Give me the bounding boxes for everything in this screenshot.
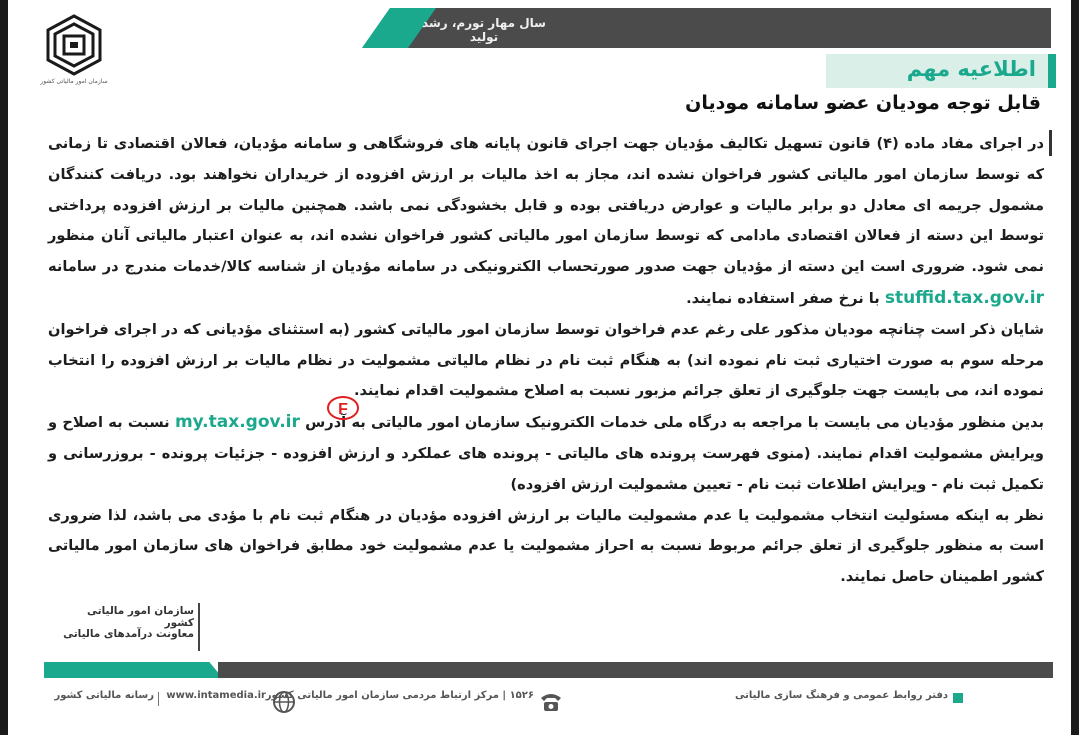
screen-frame-left [0,0,8,735]
screen-frame-right [1071,0,1079,735]
announcement-body [48,129,1044,593]
paragraph-4: نظر به اینکه مسئولیت انتخاب مشمولیت یا عدم مشمولیت مالیات بر ارزش افزوده مؤدیان در هنگام ثبت نام با مؤدی می باشد، لذا ضروری است به منظور جلوگیری از تعلق جرائم مربوط نسبت به احراز مشمولیت یا عدم مشمولیت خود مطابق فراخوان های سازمان امور مالیاتی کشور اطمینان حاصل نمایند. [48,506,1044,586]
tax-organization-logo [44,14,104,84]
footer-separator [158,692,159,706]
announcement-page [8,0,1071,735]
globe-icon [272,690,296,714]
footer-band-accent-slant [146,662,222,678]
footer-band [218,662,1053,678]
notice-label-bar [826,54,1056,88]
footer-call-center: ۱۵۲۶ | مرکز ارتباط مردمی سازمان امور مالیاتی کشور [265,690,534,701]
footer-band-accent [44,662,164,678]
signature-department: معاونت درآمدهای مالیاتی [63,628,194,640]
signature-divider [198,603,200,651]
footer-department: دفتر روابط عمومی و فرهنگ سازی مالیاتی [734,690,948,701]
footer-media: رسانه مالیاتی کشور [54,690,154,701]
signature-organization: سازمان امور مالیاتی کشور [87,605,194,629]
paragraph-marker [1049,130,1052,156]
footer-square-icon [953,693,963,703]
watermark-letter: F [338,401,348,418]
page-title: قابل توجه مودیان عضو سامانه مودیان [685,92,1041,114]
watermark-icon [326,391,360,425]
notice-label: اطلاعیه مهم [906,57,1036,81]
my-tax-link: my.tax.gov.ir [174,412,300,433]
year-slogan: سال مهار تورم، رشد تولید [422,16,546,44]
phone-icon [538,689,564,713]
paragraph-3: بدین منظور مؤدیان می بایست با مراجعه به درگاه ملی خدمات الکترونیک سازمان امور مالیاتی به آدرس my.tax.gov.ir نسبت به اصلاح و ویرایش مشمولیت اقدام نمایند. (منوی فهرست پرونده های مالیاتی - پرونده های عملکرد و ارزش افزوده - جزئیات پرونده - بروزرسانی و تکمیل ثبت نام - ویرایش اطلاعات ثبت نام - تعیین مشمولیت ارزش افزوده) [48,412,1045,493]
footer-website[interactable]: www.intamedia.ir [166,690,266,701]
stuffid-link: stuffid.tax.gov.ir [884,287,1044,308]
paragraph-1: در اجرای مفاد ماده (۴) قانون تسهیل تکالیف مؤدیان جهت اجرای قانون پایانه های فروشگاهی و سامانه مؤدیان، فعالان اقتصادی تا زمانی که توسط سازمان امور مالیاتی کشور فراخوان نشده اند، مجاز به اخذ مالیات بر ارزش افزوده از خریداران نخواهند بود. دریافت کنندگان مشمول جریمه ای معادل دو برابر مالیات و عوارض دریافتی بوده و قابل بخشودگی نمی باشد. همچنین مالیات بر ارزش افزوده پرداختی توسط این دسته از فعالان اقتصادی مادامی که توسط سازمان امور مالیاتی کشور فراخوان نشده اند، به عنوان اعتبار مالیاتی آنان منظور نمی شود. ضروری است این دسته از مؤدیان جهت صدور صورتحساب الکترونیکی در سامانه مؤدیان از شناسه کالا/خدمات مندرج در سامانه stuffid.tax.gov.ir با نرخ صفر استفاده نمایند. [48,135,1044,308]
logo-caption: سازمان امور مالیاتی کشور [40,78,108,85]
paragraph-2: شایان ذکر است چنانچه مودیان مذکور علی رغم عدم فراخوان توسط سازمان امور مالیاتی کشور (به استثنای مؤدیانی که در اجرای فراخوان مرحله سوم به صورت اختیاری ثبت نام نموده اند) به هنگام ثبت نام در نظام مالیاتی مشمولیت در نظام مالیات بر ارزش افزوده را انتخاب نموده اند، می بایست جهت جلوگیری از تعلق جرائم مزبور نسبت به اصلاح مشمولیت اقدام نمایند. [48,320,1044,400]
